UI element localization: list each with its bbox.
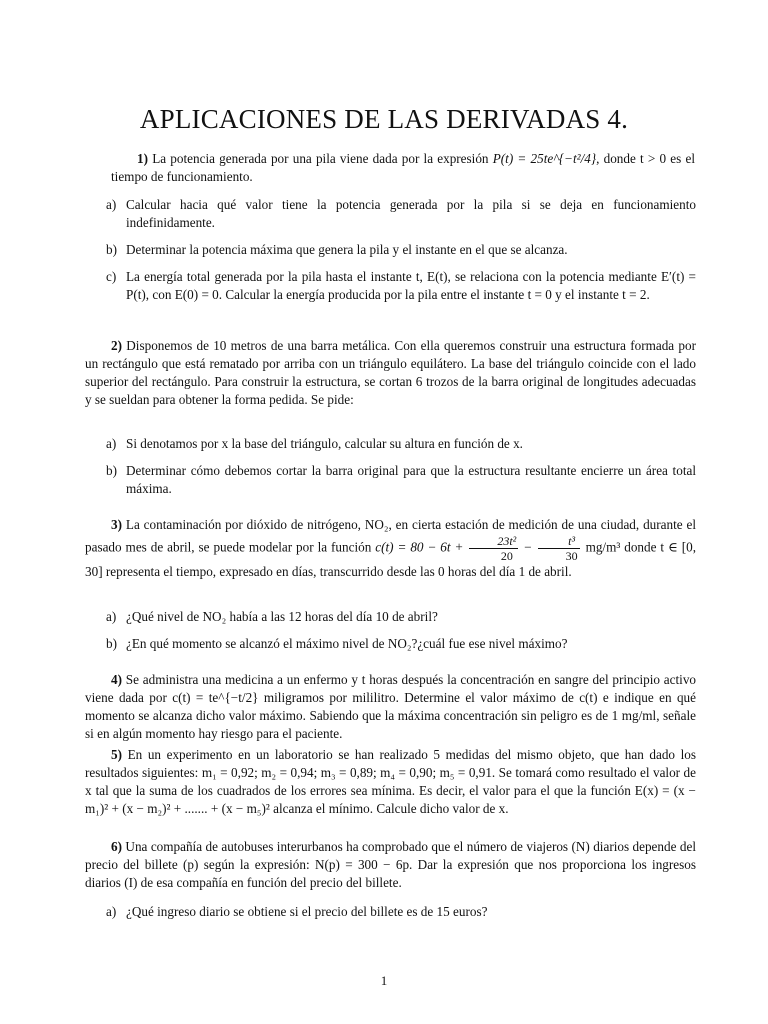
- problem-6: [85, 838, 696, 892]
- problem-4-number: 4): [111, 672, 122, 687]
- problem-2: [85, 337, 696, 409]
- problem-1-formula: P(t) = 25te^{−t²/4}: [492, 151, 597, 166]
- page-title: APLICACIONES DE LAS DERIVADAS 4.: [139, 104, 629, 134]
- problem-3-items: [106, 608, 696, 653]
- list-item: b) Determinar la potencia máxima que genera la pila y el instante en el que se alcanza.: [106, 242, 568, 257]
- problem-3: 3) La contaminación por dióxido de nitrógeno, NO₂, en cierta estación de medición de una ciudad, durante el pasado mes de abril, se puede modelar por la función c(t) = 80 − 6t + $\frac{\text{23t²}}{20}$ − $\frac{\text{t³}}{30}$ mg/m³ donde t ∈ [0, 30] representa el tiempo, expresado en días, transcurrido desde las 0 horas del día 1 de abril.: [85, 517, 697, 579]
- problem-6-items: [106, 903, 696, 921]
- problem-2-text: Disponemos de 10 metros de una barra metálica. Con ella queremos construir una estructura formada por un rectángulo que está rematado por arriba con un triángulo equilátero. La base del triángulo coincide con el lado superior del rectángulo. Para construir la estructura, se cortan 6 trozos de la barra original de longitudes adecuadas y se sueldan para obtener la forma pedida. Se pide:: [85, 338, 696, 407]
- list-item: a) ¿Qué ingreso diario se obtiene si el precio del billete es de 15 euros?: [106, 904, 488, 919]
- problem-3-number: 3): [111, 517, 122, 532]
- problem-5-text: En un experimento en un laboratorio se han realizado 5 medidas del mismo objeto, que han dado los resultados siguientes: m₁ = 0,92; m₂ = 0,94; m₃ = 0,89; m₄ = 0,90; m₅ = 0,91. Se tomará como resultado el valor de x tal que la suma de los cuadrados de los errores sea mínima. Es decir, el valor para el que la función E(x) = (x − m₁)² + (x − m₂)² + ....... + (x − m₅)² alcanza el mínimo. Calcule dicho valor de x.: [85, 747, 697, 816]
- problem-4-text: Se administra una medicina a un enfermo y t horas después la concentración en sangre del principio activo viene dada por c(t) = te^{−t/2} miligramos por mililitro. Determine el valor máximo de c(t) e indique en qué momento se alcanza dicho valor máximo. Sabiendo que la máxima concentración sin peligro es de 1 mg/ml, señale si en algún momento hay riesgo para el paciente.: [85, 672, 697, 741]
- problem-3-fraction-2: $\frac{\text{t³}}{30}$: [538, 534, 580, 563]
- problem-2-number: 2): [111, 338, 122, 353]
- problem-6-number: 6): [111, 839, 122, 854]
- list-item: a) Si denotamos por x la base del triángulo, calcular su altura en función de x.: [106, 436, 523, 451]
- problem-1: [111, 150, 695, 186]
- problem-3-function: c(t) = 80 − 6t +: [375, 539, 468, 555]
- problem-5: [85, 746, 696, 818]
- problem-6-text: Una compañía de autobuses interurbanos ha comprobado que el número de viajeros (N) diarios depende del precio del billete (p) según la expresión: N(p) = 300 − 6p. Dar la expresión que nos proporciona los ingresos diarios (I) de esa compañía en función del precio del billete.: [85, 839, 696, 890]
- list-item: a) Calcular hacia qué valor tiene la potencia generada por la pila si se deja en funcionamiento indefinidamente.: [106, 197, 696, 230]
- problem-3-text-a: La contaminación por dióxido de nitrógeno, NO₂, en cierta estación de medición de una ciudad, durante el pasado mes de abril, se puede modelar por la función: [85, 517, 697, 555]
- list-item: b) Determinar cómo debemos cortar la barra original para que la estructura resultante encierre un área total máxima.: [106, 463, 696, 496]
- problem-1-intro-a: La potencia generada por una pila viene dada por la expresión: [152, 151, 493, 166]
- list-item: a) ¿Qué nivel de NO₂ había a las 12 horas del día 10 de abril?: [106, 609, 438, 624]
- problem-1-intro-b: , donde t > 0 es el tiempo de funcionamiento.: [111, 151, 695, 184]
- problem-1-number: 1): [137, 151, 148, 166]
- problem-3-text-b: mg/m³ donde t ∈ [0, 30] representa el tiempo, expresado en días, transcurrido desde las 0 horas del día 1 de abril.: [85, 539, 696, 579]
- list-item: c) La energía total generada por la pila hasta el instante t, E(t), se relaciona con la potencia mediante E′(t) = P(t), con E(0) = 0. Calcular la energía producida por la pila entre el instante t = 0 y el instante t = 2.: [106, 269, 696, 302]
- problem-1-items: [106, 196, 696, 304]
- problem-2-items: [106, 435, 696, 498]
- problem-5-number: 5): [111, 747, 122, 762]
- list-item: b) ¿En qué momento se alcanzó el máximo nivel de NO₂?¿cuál fue ese nivel máximo?: [106, 636, 568, 651]
- page-number: 1: [380, 973, 388, 988]
- problem-4: [85, 671, 696, 743]
- problem-3-fraction-1: $\frac{\text{23t²}}{20}$: [469, 534, 518, 563]
